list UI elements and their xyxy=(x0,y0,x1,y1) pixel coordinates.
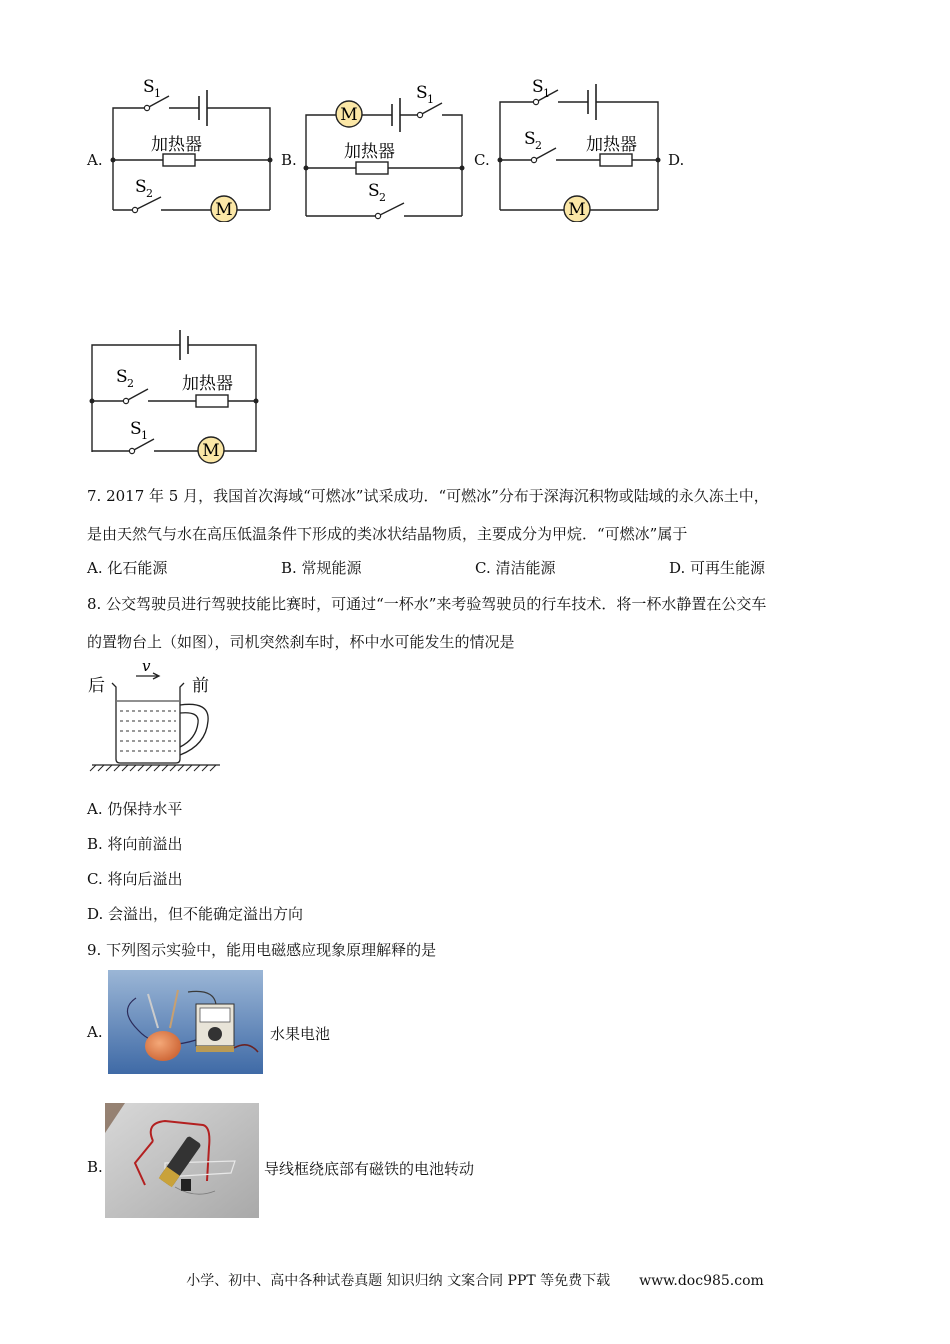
heater-label: 加热器 xyxy=(586,135,637,155)
switch-s2-label: S xyxy=(368,181,380,201)
switch-s1-label: S xyxy=(143,77,155,97)
circuit-diagram-a xyxy=(105,72,280,222)
option-d-label: D. xyxy=(668,151,685,169)
q9-stem: 9. 下列图示实验中，能用电磁感应现象原理解释的是 xyxy=(87,941,437,959)
front-label: 前 xyxy=(192,676,209,696)
q7-option-a: A. 化石能源 xyxy=(87,559,168,577)
q9-option-a-label: A. xyxy=(87,1023,103,1041)
q7-option-b: B. 常规能源 xyxy=(281,559,362,577)
q8-option-c: C. 将向后溢出 xyxy=(87,870,183,888)
q8-stem-line2: 的置物台上（如图），司机突然刹车时，杯中水可能发生的情况是 xyxy=(87,633,515,651)
footer-text: 小学、初中、高中各种试卷真题 知识归纳 文案合同 PPT 等免费下载 xyxy=(186,1273,611,1289)
velocity-label: v xyxy=(142,657,151,675)
option-b-label: B. xyxy=(281,151,297,169)
q9-option-b-text: 导线框绕底部有磁铁的电池转动 xyxy=(264,1160,475,1178)
switch-s1-sub: 1 xyxy=(141,429,148,442)
q8-option-d: D. 会溢出，但不能确定溢出方向 xyxy=(87,905,304,923)
motor-label: M xyxy=(215,200,233,220)
fruit-battery-photo xyxy=(108,970,263,1074)
switch-s2-sub: 2 xyxy=(379,191,386,204)
q7-stem-line1: 7. 2017 年 5 月，我国首次海域“可燃冰”试采成功．“可燃冰”分布于深海沉积物或陆域的永久冻土中， xyxy=(87,487,769,505)
switch-s2-sub: 2 xyxy=(127,377,134,390)
switch-s2-label: S xyxy=(135,177,147,197)
q8-stem-line1: 8. 公交驾驶员进行驾驶技能比赛时，可通过“一杯水”来考验驾驶员的行车技术．将一杯水静置在公交车 xyxy=(87,595,767,613)
switch-s1-sub: 1 xyxy=(427,93,434,106)
battery-wire-frame-photo xyxy=(105,1103,259,1218)
option-c-label: C. xyxy=(474,151,490,169)
cup-of-water-figure xyxy=(86,655,226,775)
q8-option-a: A. 仍保持水平 xyxy=(87,800,183,818)
heater-label: 加热器 xyxy=(344,142,395,162)
switch-s1-sub: 1 xyxy=(154,87,161,100)
switch-s1-sub: 1 xyxy=(543,87,550,100)
q9-option-b-label: B. xyxy=(87,1158,103,1176)
heater-label: 加热器 xyxy=(182,374,233,394)
motor-label: M xyxy=(202,441,220,461)
q8-option-b: B. 将向前溢出 xyxy=(87,835,183,853)
circuit-diagram-c xyxy=(494,72,669,222)
q7-option-d: D. 可再生能源 xyxy=(669,559,766,577)
back-label: 后 xyxy=(88,676,105,696)
q7-option-c: C. 清洁能源 xyxy=(475,559,556,577)
page-footer xyxy=(0,1270,950,1290)
switch-s1-label: S xyxy=(532,77,544,97)
heater-label: 加热器 xyxy=(151,135,202,155)
switch-s2-label: S xyxy=(524,129,536,149)
option-a-label: A. xyxy=(87,151,103,169)
footer-url[interactable]: www.doc985.com xyxy=(639,1273,764,1289)
q7-stem-line2: 是由天然气与水在高压低温条件下形成的类冰状结晶物质，主要成分为甲烷．“可燃冰”属于 xyxy=(87,525,688,543)
q9-option-a-text: 水果电池 xyxy=(270,1025,331,1043)
circuit-diagram-d xyxy=(86,322,266,467)
switch-s1-label: S xyxy=(130,419,142,439)
switch-s1-label: S xyxy=(416,83,428,103)
switch-s2-sub: 2 xyxy=(535,139,542,152)
switch-s2-label: S xyxy=(116,367,128,387)
motor-label: M xyxy=(568,200,586,220)
circuit-diagram-b xyxy=(300,80,470,222)
switch-s2-sub: 2 xyxy=(146,187,153,200)
motor-label: M xyxy=(340,105,358,125)
